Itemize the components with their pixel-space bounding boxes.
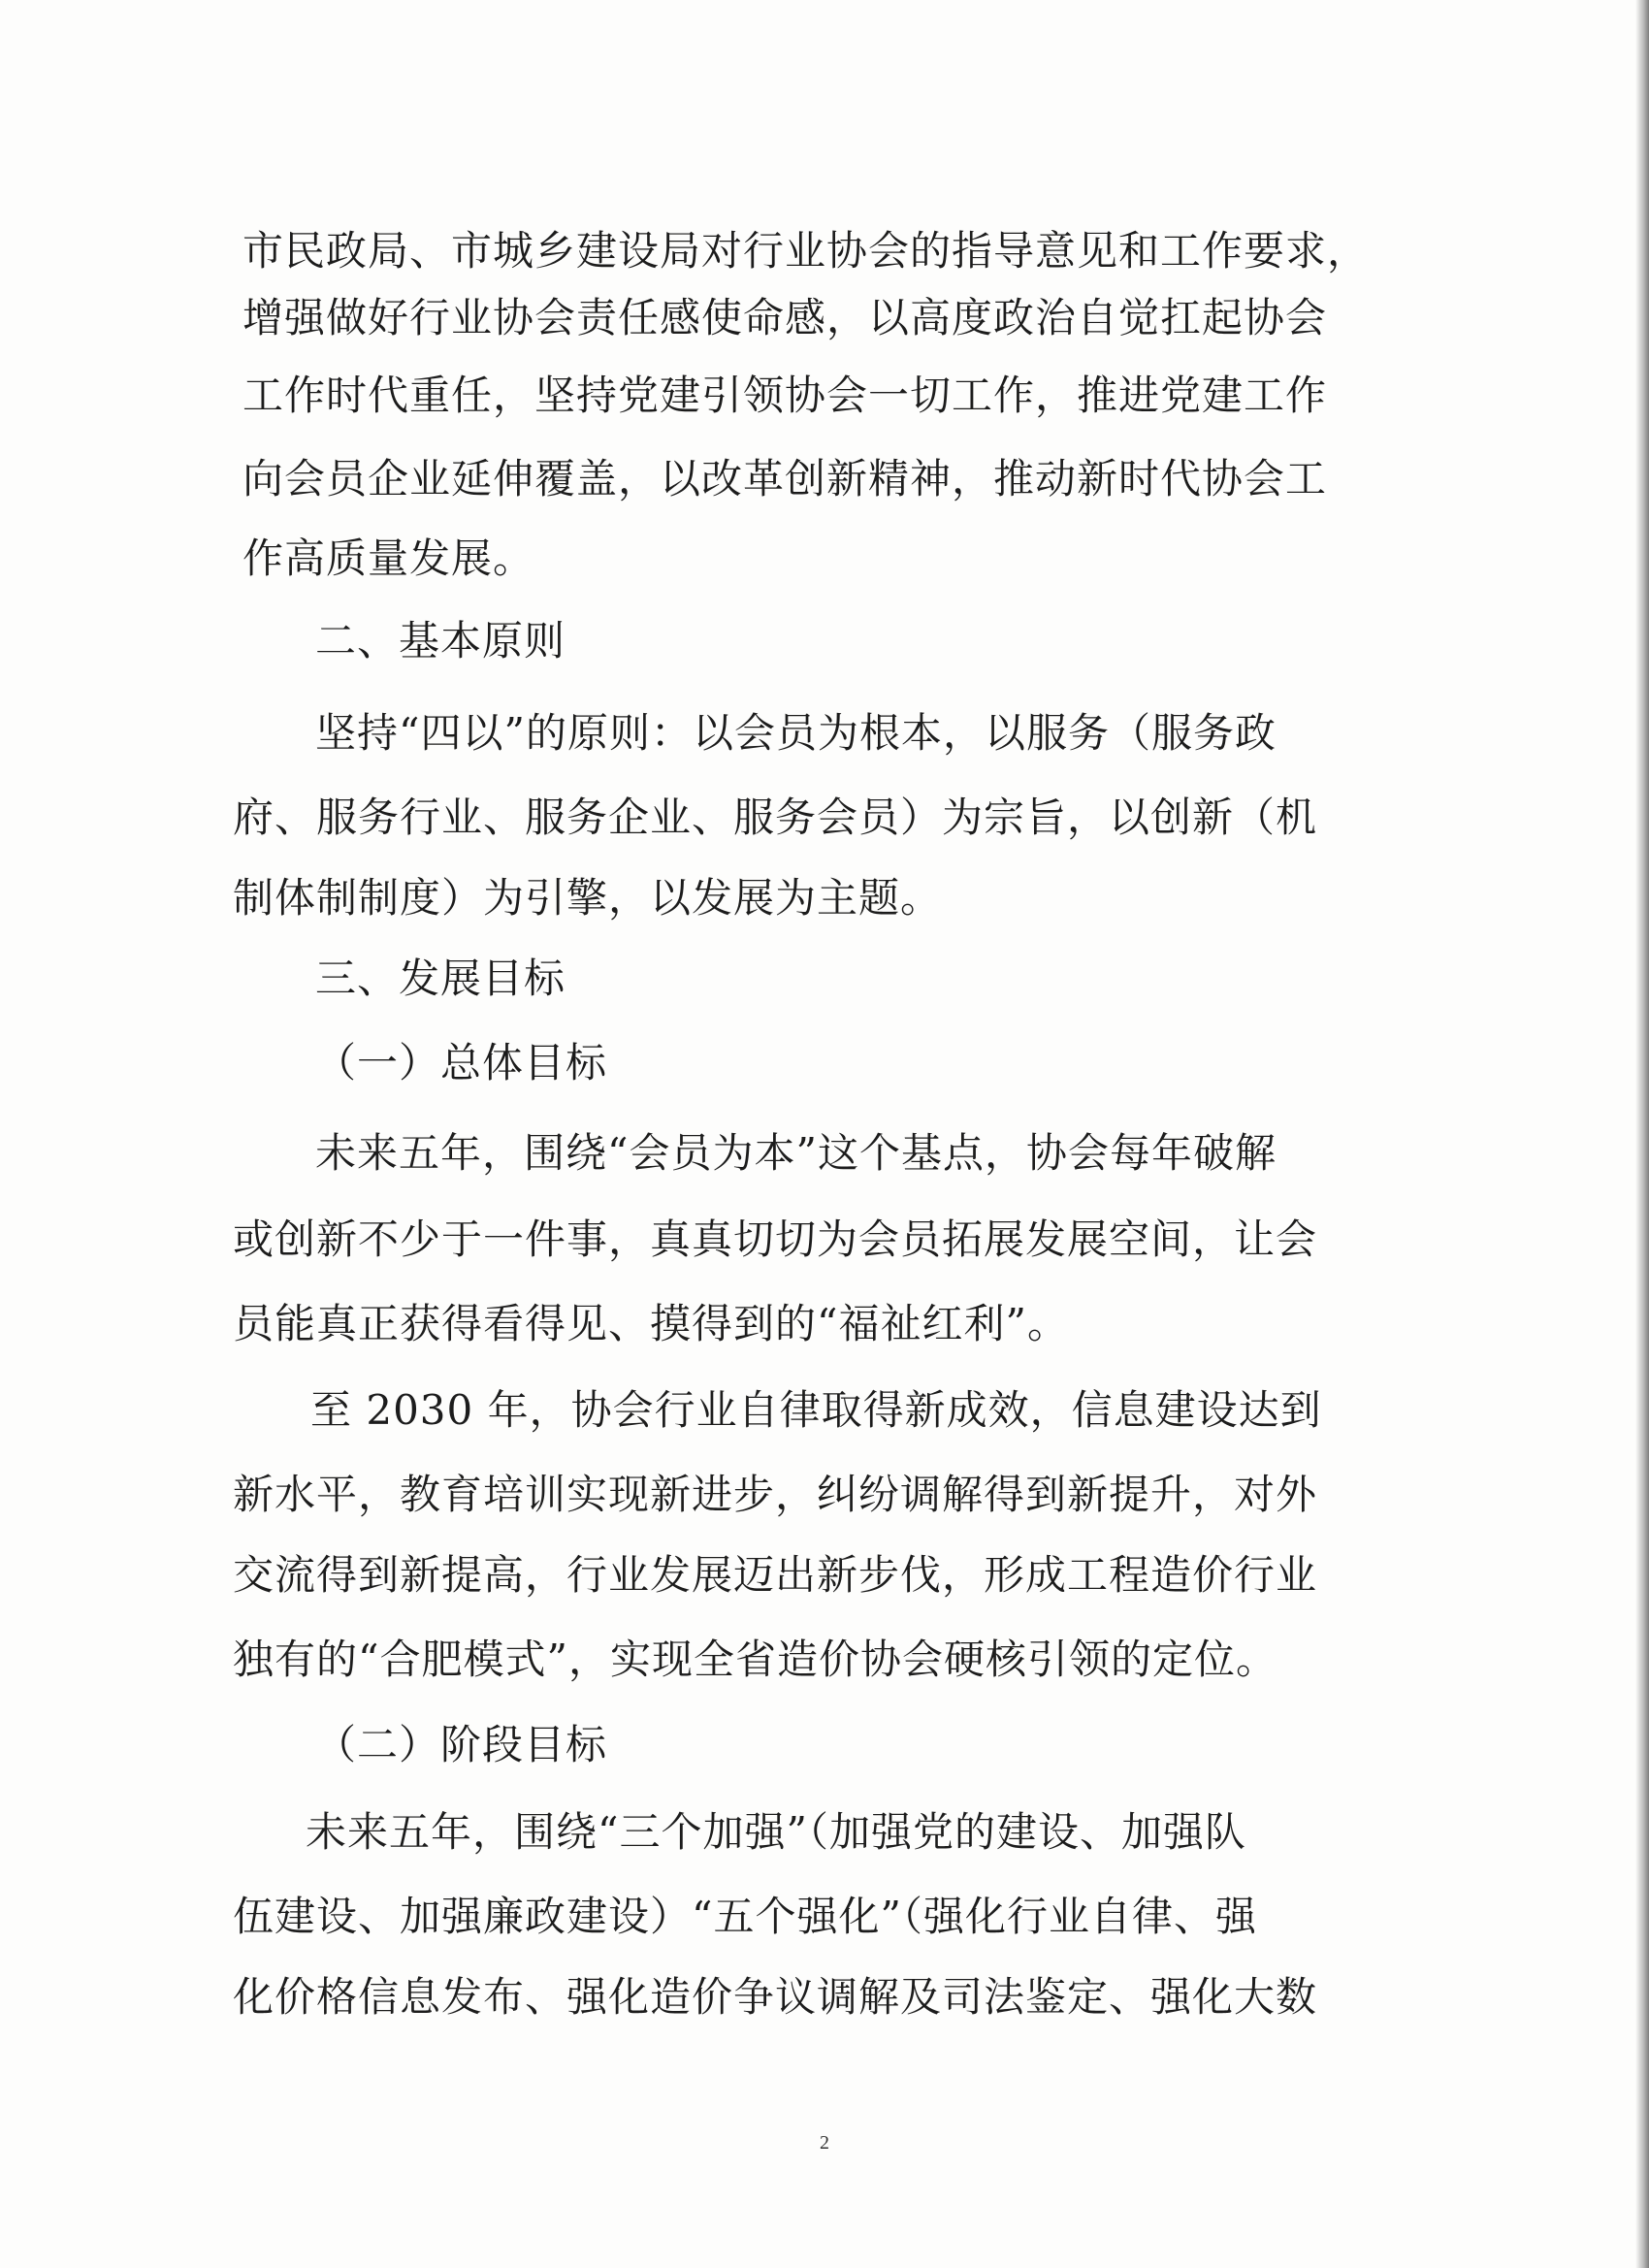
body-line-2: 增强做好行业协会责任感使命感，以高度政治自觉扛起协会 — [242, 294, 1328, 341]
body-line-4: 向会员企业延伸覆盖，以改革创新精神，推动新时代协会工 — [242, 455, 1328, 502]
subsection-heading-stage-goals: （二）阶段目标 — [315, 1721, 608, 1768]
body-line-14: 员能真正获得看得见、摸得到的“福祉红利”。 — [233, 1300, 1069, 1347]
body-line-21: 伍建设、加强廉政建设）“五个强化”（强化行业自律、强 — [233, 1893, 1257, 1940]
body-line-9: 制体制制度）为引擎，以发展为主题。 — [233, 874, 943, 922]
subsection-heading-overall-goals: （一）总体目标 — [315, 1039, 608, 1086]
section-heading-principles: 二、基本原则 — [315, 617, 566, 664]
page-number: 2 — [820, 2132, 829, 2154]
body-line-15: 至 2030 年，协会行业自律取得新成效，信息建设达到 — [310, 1386, 1322, 1434]
body-line-7: 坚持“四以”的原则：以会员为根本，以服务（服务政 — [315, 709, 1277, 757]
body-line-22: 化价格信息发布、强化造价争议调解及司法鉴定、强化大数 — [233, 1973, 1318, 2021]
scan-shadow-edge — [1635, 0, 1649, 2268]
body-line-12: 未来五年，围绕“会员为本”这个基点，协会每年破解 — [315, 1129, 1277, 1177]
body-line-18: 独有的“合肥模式”，实现全省造价协会硬核引领的定位。 — [233, 1636, 1277, 1683]
section-heading-goals: 三、发展目标 — [315, 955, 566, 1002]
body-line-13: 或创新不少于一件事，真真切切为会员拓展发展空间，让会 — [233, 1215, 1318, 1263]
body-line-8: 府、服务行业、服务企业、服务会员）为宗旨，以创新（机 — [233, 794, 1318, 841]
body-line-17: 交流得到新提高，行业发展迈出新步伐，形成工程造价行业 — [233, 1551, 1318, 1599]
body-line-20: 未来五年，围绕“三个加强”（加强党的建设、加强队 — [306, 1808, 1246, 1856]
body-line-1: 市民政局、市城乡建设局对行业协会的指导意见和工作要求， — [242, 227, 1370, 275]
body-line-5: 作高质量发展。 — [242, 535, 535, 582]
body-line-16: 新水平，教育培训实现新进步，纠纷调解得到新提升，对外 — [233, 1471, 1318, 1518]
body-line-3: 工作时代重任，坚持党建引领协会一切工作，推进党建工作 — [242, 372, 1328, 419]
